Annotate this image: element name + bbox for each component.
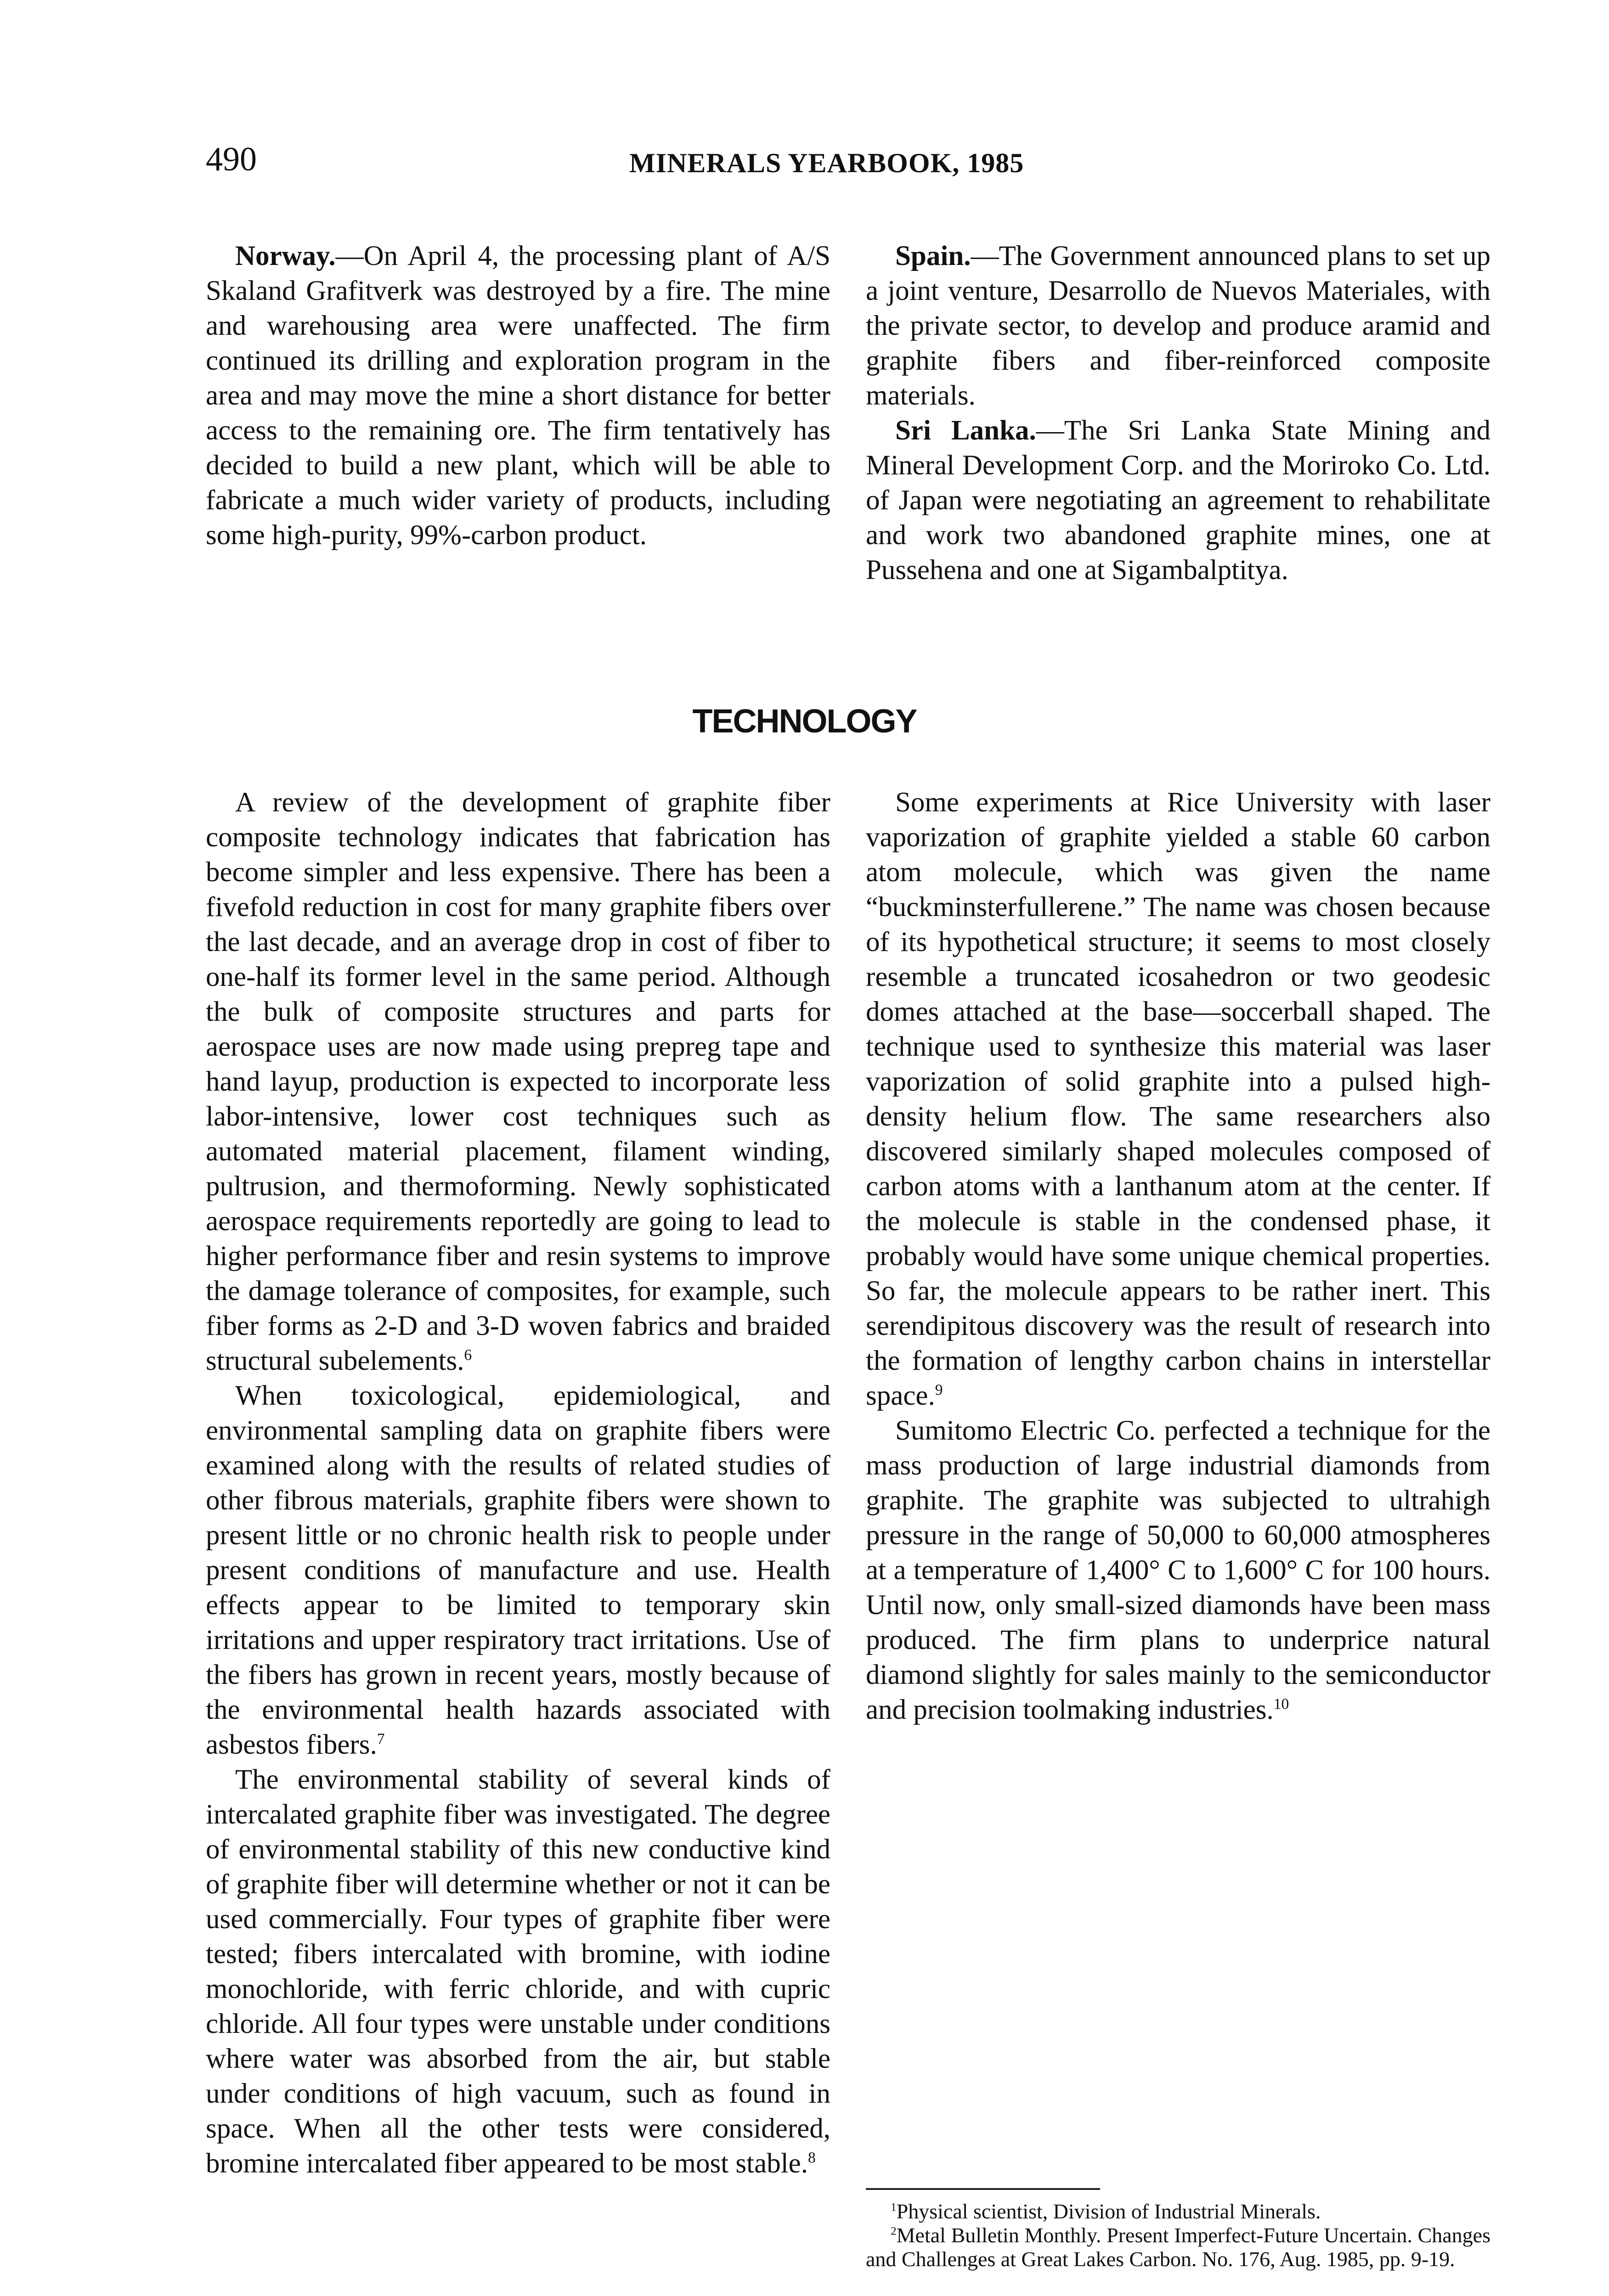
norway-section (206, 239, 830, 553)
technology-paragraph-3 (206, 1762, 830, 2181)
sri-lanka-text: —The Sri Lanka State Mining and Mineral Development Corp. and the Moriroko Co. Ltd. of Japan were negotiating an agreement to rehabilitate and work two abandoned graphite mines, one at Pussehena and one at Sigambalptitya. (866, 415, 1490, 585)
paragraph-text: When toxicological, epidemiological, and environmental sampling data on graphite fibers were examined along with the results of related studies of other fibrous materials, graphite fibers were shown to present little or no chronic health risk to people under present conditions of manufacture and use. Health effects appear to be limited to temporary skin irritations and upper respiratory tract irritations. Use of the fibers has grown in recent years, mostly because of the environmental health hazards associated with asbestos fibers. (206, 1380, 830, 1760)
norway-text: —On April 4, the processing plant of A/S Skaland Grafitverk was destroyed by a fire. The mine and warehousing area were unaffected. The firm continued its drilling and exploration program in the area and may move the mine a short distance for better access to the remaining ore. The firm tentatively has decided to build a new plant, which will be able to fabricate a much wider variety of products, including some high-purity, 99%-carbon product. (206, 241, 830, 551)
running-title: MINERALS YEARBOOK, 1985 (629, 148, 1024, 178)
footnote-number: 2 (891, 2224, 897, 2238)
paragraph-text: The environmental stability of several kinds of intercalated graphite fiber was investigated. The degree of environmental stability of this new conductive kind of graphite fiber will determine whether or not it can be used commercially. Four types of graphite fiber were tested; fibers intercalated with bromine, with iodine monochloride, with ferric chloride, and with cupric chloride. All four types were unstable under conditions where water was absorbed from the air, but stable under conditions of high vacuum, such as found in space. When all the other tests were considered, bromine intercalated fiber appeared to be most stable. (206, 1764, 830, 2179)
spain-text: —The Government announced plans to set up a joint venture, Desarrollo de Nuevos Materiales, with the private sector, to develop and produce aramid and graphite fibers and fiber-reinforced composite materials. (866, 241, 1490, 411)
paragraph-text: A review of the development of graphite fiber composite technology indicates that fabrication has become simpler and less expensive. There has been a fivefold reduction in cost for many graphite fibers over the last decade, and an average drop in cost of fiber to one-half its former level in the same period. Although the bulk of composite structures and parts for aerospace uses are now made using prepreg tape and hand layup, production is expected to incorporate less labor-intensive, lower cost techniques such as automated material placement, filament winding, pultrusion, and thermoforming. Newly sophisticated aerospace requirements reportedly are going to lead to higher performance fiber and resin systems to improve the damage tolerance of composites, for example, such fiber forms as 2-D and 3-D woven fabrics and braided structural subelements. (206, 787, 830, 1376)
footnote-number: 1 (891, 2200, 897, 2214)
sri-lanka-paragraph (866, 413, 1490, 588)
footnote-ref: 8 (807, 2149, 816, 2167)
norway-lead: Norway. (235, 241, 336, 271)
footnote-ref: 7 (377, 1730, 385, 1748)
technology-paragraph-4 (866, 785, 1490, 1413)
paragraph-text: Some experiments at Rice University with laser vaporization of graphite yielded a stable 60 carbon atom molecule, which was given the name “buckminsterfullerene.” The name was chosen because of its hypothetical structure; it seems to most closely resemble a truncated icosahedron or two geodesic domes attached at the base—soccerball shaped. The technique used to synthesize this material was laser vaporization of solid graphite into a pulsed high-density helium flow. The same researchers also discovered similarly shaped molecules composed of carbon atoms with a lanthanum atom at the center. If the molecule is stable in the condensed phase, it probably would have some unique chemical properties. So far, the molecule appears to be rather inert. This serendipitous discovery was the result of research into the formation of lengthy carbon chains in interstellar space. (866, 787, 1490, 1411)
footnote-ref: 6 (464, 1346, 472, 1364)
technology-paragraph-5 (866, 1413, 1490, 1728)
footnote-ref: 10 (1273, 1695, 1289, 1713)
page-number: 490 (206, 141, 257, 178)
spain-paragraph (866, 239, 1490, 413)
paragraph-text: Sumitomo Electric Co. perfected a technique for the mass production of large industrial diamonds from graphite. The graphite was subjected to ultrahigh pressure in the range of 50,000 to 60,000 atmospheres at a temperature of 1,400° C to 1,600° C for 100 hours. Until now, only small-sized diamonds have been mass produced. The firm plans to underprice natural diamond slightly for sales mainly to the semiconductor and precision toolmaking industries. (866, 1415, 1490, 1725)
footnote-2 (866, 2223, 1490, 2271)
footnote-1 (866, 2200, 1490, 2223)
section-heading-technology: TECHNOLOGY (692, 703, 917, 740)
norway-paragraph (206, 239, 830, 553)
technology-paragraph-2 (206, 1379, 830, 1762)
technology-left-column (206, 785, 830, 2181)
technology-paragraph-1 (206, 785, 830, 1379)
spain-srilanka-section (866, 239, 1490, 588)
sri-lanka-lead: Sri Lanka. (895, 415, 1036, 446)
footnote-divider (866, 2188, 1100, 2190)
footnote-text: Metal Bulletin Monthly. Present Imperfect-Future Uncertain. Changes and Challenges at Great Lakes Carbon. No. 176, Aug. 1985, pp. 9-19. (866, 2223, 1490, 2271)
technology-right-column (866, 785, 1490, 1728)
spain-lead: Spain. (895, 241, 971, 271)
footnotes (866, 2200, 1490, 2271)
footnote-text: Physical scientist, Division of Industrial Minerals. (896, 2200, 1321, 2223)
footnote-ref: 9 (935, 1381, 943, 1399)
